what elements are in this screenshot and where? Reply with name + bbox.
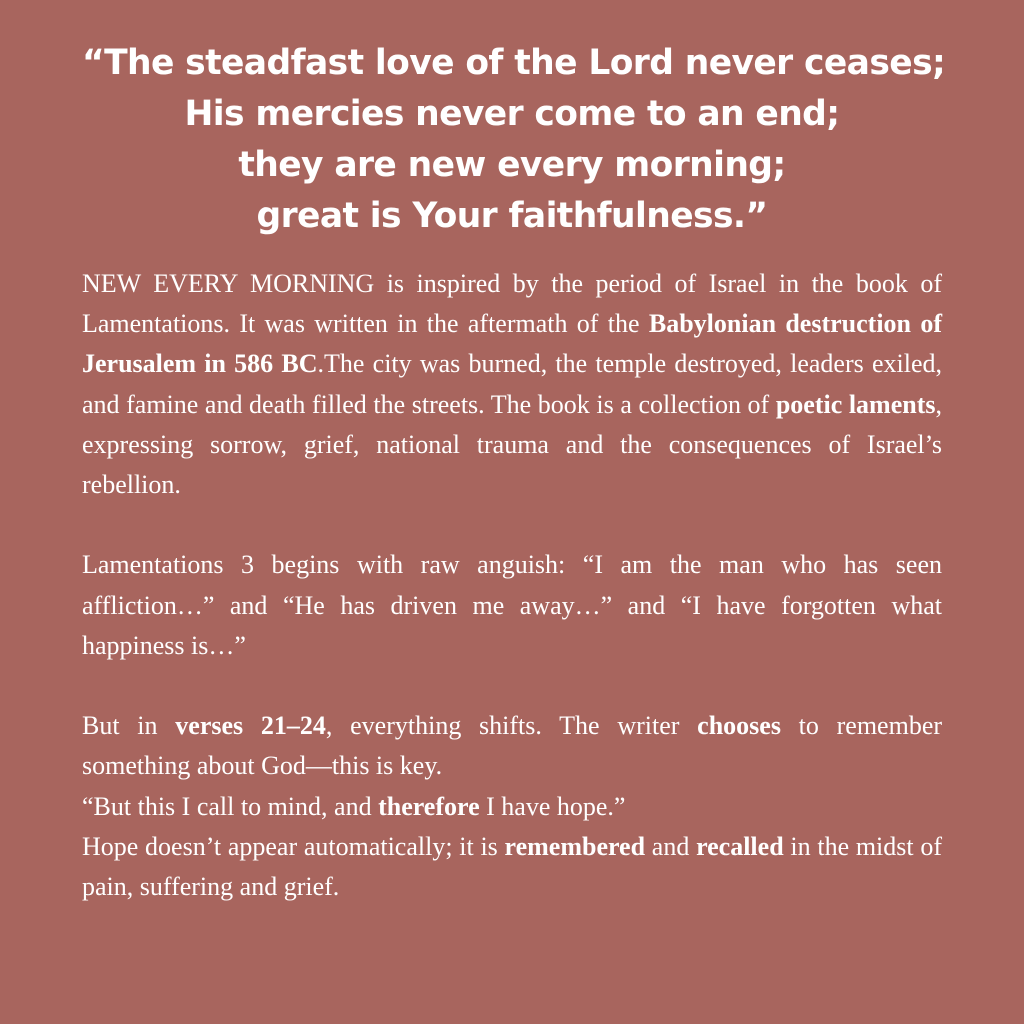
intro-paragraph [82, 264, 942, 505]
text-run: to remember something about God—this is key. [82, 711, 943, 781]
text-run: in the midst of pain, suffering and grief. [82, 831, 942, 902]
quote-line: great is Your faithfulness.” [256, 196, 768, 236]
emphasis-text: Babylonian destruction of Jerusalem in 586 BC [82, 309, 942, 379]
quote-line: they are new every morning; [238, 145, 786, 185]
text-run: , everything shifts. The writer [325, 711, 698, 741]
text-run: “But this I call to mind, and [82, 791, 379, 821]
text-run: , expressing sorrow, grief, national trauma and the consequences of Israel’s rebellion. [82, 389, 942, 500]
emphasis-text: remembered [504, 831, 646, 861]
body-text [82, 264, 942, 907]
emphasis-text: therefore [378, 791, 480, 821]
verses-paragraph [82, 706, 942, 786]
text-run: .The city was burned, the temple destroyed, leaders exiled, and famine and death filled the streets. The book is a collection of [82, 349, 942, 419]
quote-line: His mercies never come to an end; [184, 94, 840, 134]
emphasis-text: recalled [696, 831, 784, 861]
text-run: NEW EVERY MORNING is inspired by the period of Israel in the book of Lamentations. It was written in the aftermath of the [82, 269, 942, 339]
emphasis-text: chooses [697, 711, 781, 741]
text-run: Hope doesn’t appear automatically; it is [82, 831, 505, 861]
emphasis-text: verses 21–24 [175, 711, 326, 741]
quote-line: “The steadfast love of the Lord never ceases; [82, 43, 946, 83]
emphasis-text: poetic laments [775, 389, 936, 419]
text-run: But in [82, 711, 176, 741]
scripture-quote [82, 38, 946, 242]
hope-paragraph [82, 827, 942, 907]
text-run: and [645, 831, 697, 861]
lamentations-paragraph [82, 545, 942, 666]
text-run: Lamentations 3 begins with raw anguish: “I am the man who has seen affliction…” and “He has driven me away…” and “I have forgotten what happiness is…” [82, 550, 942, 660]
text-run: I have hope.” [479, 791, 626, 821]
hope-quote-paragraph [82, 787, 942, 827]
